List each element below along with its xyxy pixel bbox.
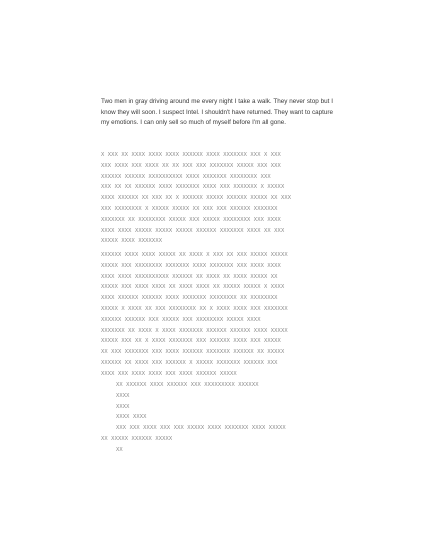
intro-line: Two men in gray driving around me every night I take a walk. They never stop bbox=[101, 98, 319, 105]
redacted-list bbox=[101, 380, 333, 456]
redacted-line: XXXXX XXX XX X XXXX XXXXXXX XXX XXXXXX XXXX XXX XXXXX bbox=[101, 338, 281, 345]
redacted-line: XXX XXXX XXX XXXX XX XX XXX XXX XXXXXXX XXXXX XXX XXX bbox=[101, 162, 281, 169]
redacted-line: XXXX XXXXXX XX XXX XX X XXXXXX XXXXX XXXXXX XXXXX XX XXX bbox=[101, 195, 292, 202]
redacted-line: XXXXX XXXX XXXXXXX bbox=[101, 238, 163, 245]
redacted-line: XXXX XXXXXX XXXXXX XXXX XXXXXXX XXXXXXXX XX XXXXXXXX bbox=[101, 295, 278, 302]
redacted-line: XX XXX XXXXXXX XXX XXXX XXXXXX XXXXXXX XXXXXX XX XXXXX bbox=[101, 349, 285, 356]
redacted-line: XXXXXX XXXX XXXX XXXXX XX XXXX X XXX XX XXX XXXXX XXXXX bbox=[101, 252, 288, 258]
redacted-line: XXXX XXXX XXXXX XXXXX XXXXX XXXXXX XXXXXXX XXXX XX XXX bbox=[101, 227, 285, 234]
redacted-line: XXX XX XX XXXXXX XXXX XXXXXXX XXXX XXX XXXXXXX X XXXXX bbox=[101, 184, 285, 191]
list-item: XXXX XXXX bbox=[116, 414, 147, 421]
redacted-line: X XXX XX XXXX XXXX XXXX XXXXXX XXXX XXXXXXX XXX X XXX bbox=[101, 152, 281, 158]
redacted-line: XXX XXXXXXXX X XXXXX XXXXX XX XXX XXX XXXXXX XXXXXXX bbox=[101, 205, 278, 212]
redacted-line: XXXXX XXX XXXX XXXX XX XXXX XXXX XX XXXXX XXXXX X XXXX bbox=[101, 284, 285, 291]
redacted-line: XXXX XXX XXXX XXXX XXX XXXX XXXXXX XXXXX bbox=[101, 370, 237, 377]
redacted-line: XXXXXXX XX XXXXXXXX XXXXX XXX XXXXX XXXXXXXX XXX XXXX bbox=[101, 216, 281, 223]
list-item: XXXX bbox=[116, 403, 130, 410]
redacted-line: XXXXX XXX XXXXXXXX XXXXXXX XXXX XXXXXXX XXX XXXX XXXX bbox=[101, 262, 281, 269]
list-item: XXX XXX XXXX XXX XXX XXXXX XXXX XXXXXXX XXXX XXXXX bbox=[116, 425, 286, 432]
intro-line: all gone. bbox=[262, 119, 286, 127]
list-item: XX XXXXX XXXXXX XXXXX bbox=[101, 435, 173, 442]
intro-line: but I know they will soon. I suspect Intel. I shouldn't have returned. They bbox=[101, 98, 333, 116]
intro-paragraph bbox=[101, 97, 333, 129]
redacted-paragraph-1 bbox=[101, 150, 333, 247]
redacted-paragraph-2 bbox=[101, 250, 333, 380]
list-item: XXXX bbox=[116, 392, 130, 399]
redacted-line: XXXXX X XXXX XX XXX XXXXXXXX XX X XXXX XXXX XXX XXXXXXX bbox=[101, 305, 288, 312]
redacted-line: XXXXXXX XX XXXX X XXXX XXXXXXX XXXXXX XXXXXX XXXX XXXXX bbox=[101, 327, 288, 334]
list-item: XX XXXXXX XXXX XXXXXX XXX XXXXXXXXX XXXXXX bbox=[116, 382, 259, 388]
redacted-line: XXXXXX XXXXXX XXX XXXXX XXX XXXXXXXX XXXXX XXXX bbox=[101, 316, 261, 323]
list-item: XX bbox=[116, 446, 123, 453]
redacted-line: XXXXXX XXXXXX XXXXXXXXXX XXXX XXXXXXX XXXXXXXX XXX bbox=[101, 173, 271, 180]
redacted-line: XXXX XXXX XXXXXXXXXX XXXXXX XX XXXX XX XXXX XXXXX XX bbox=[101, 273, 278, 280]
redacted-line: XXXXXX XX XXXX XXX XXXXXX X XXXXX XXXXXXX XXXXXX XXX bbox=[101, 359, 278, 366]
intro-line: want to capture my emotions. I can only sell so much of myself before I'm bbox=[101, 108, 333, 127]
